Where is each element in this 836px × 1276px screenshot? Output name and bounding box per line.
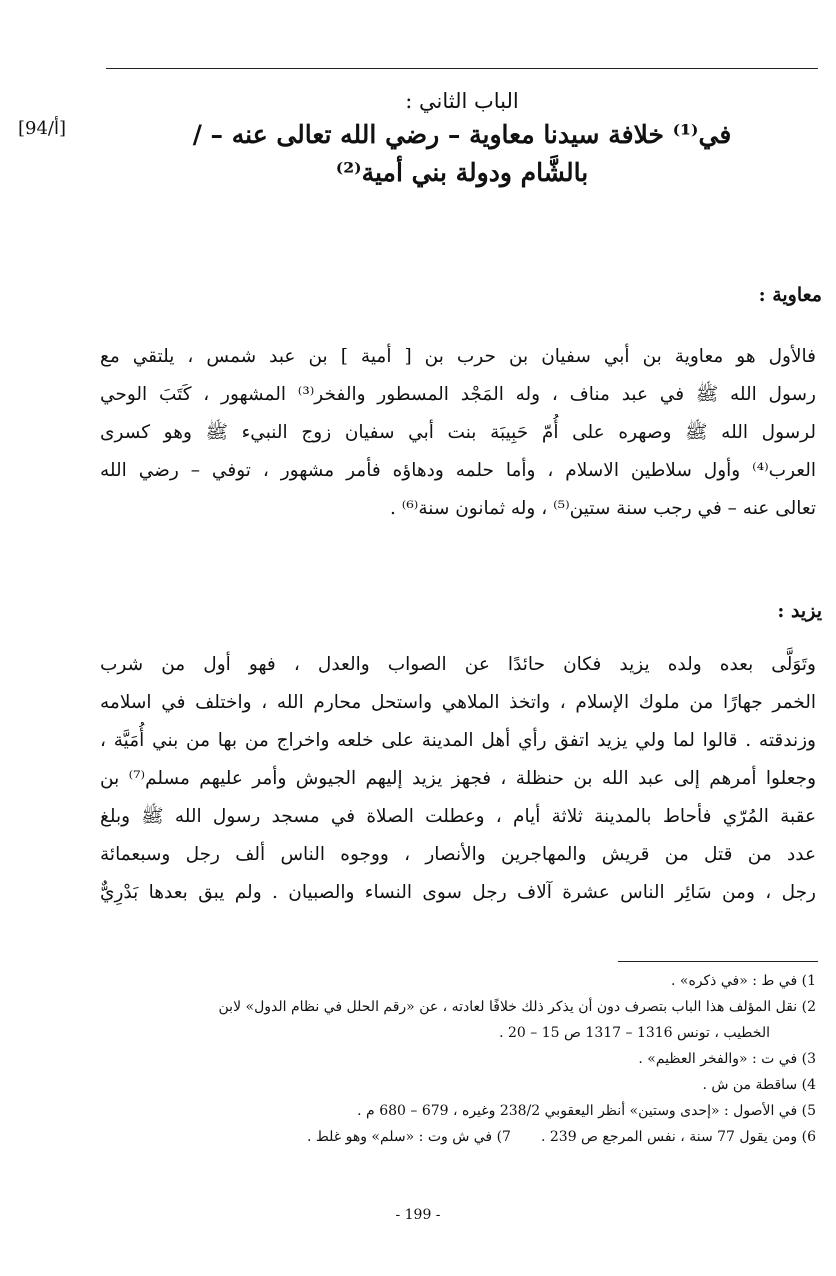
footnotes: [100, 968, 816, 1150]
footnote: 7) في ش وت : «سلم» وهو غلط .: [306, 1129, 511, 1145]
footnote-continuation: الخطيب ، تونس 1316 – 1317 ص 15 – 20 .: [499, 1025, 770, 1041]
chapter-title-line-1: في⁽¹⁾ خلافة سيدنا معاوية – رضي الله تعالى عنه – /: [192, 120, 732, 149]
footnote-separator: [618, 961, 818, 962]
footnote: 2) نقل المؤلف هذا الباب بتصرف دون أن يذكر ذلك خلافًا لعادته ، عن «رقم الحلل في نظام الدول» لابن: [218, 999, 816, 1015]
text-line: العرب⁽⁴⁾ وأول سلاطين الاسلام ، وأما حلمه ودهاؤه فأمر مشهور ، توفي – رضي الله: [100, 460, 816, 481]
page-number: - 199 -: [395, 1207, 441, 1223]
text-line: لرسول الله ﷺ وصهره على أُمّ حَبِيبَة بنت أبي سفيان زوج النبيء ﷺ وهو كسرى: [100, 422, 816, 443]
footnote: 6) ومن يقول 77 سنة ، نفس المرجع ص 239 .: [540, 1129, 816, 1145]
text-line: عقبة المُرّي فأحاط بالمدينة ثلاثة أيام ، وعطلت الصلاة في مسجد رسول الله ﷺ وبلغ: [100, 806, 816, 827]
text-line: عدد من قتل من قريش والمهاجرين والأنصار ، ووجوه الناس ألف رجل وسبعمائة: [100, 844, 816, 865]
chapter-label: الباب الثاني :: [405, 89, 519, 113]
text-line: وتَوَلَّى بعده ولده يزيد فكان حائدًا عن الصواب والعدل ، فهو أول من شرب: [100, 654, 816, 675]
paragraph-yazid: [100, 646, 816, 912]
text-line: وزندقته . قالوا لما ولي يزيد اتفق رأي أهل المدينة على خلعه واخراج من بها من بني أُمَيَّة ،: [100, 730, 816, 751]
footnote: 4) ساقطة من ش .: [702, 1077, 816, 1093]
section-heading-yazid: يزيد :: [777, 600, 822, 622]
footnote: 5) في الأصول : «إحدى وستين» أنظر اليعقوبي 238/2 وغيره ، 679 – 680 م .: [357, 1103, 816, 1119]
text-line: تعالى عنه – في رجب سنة ستين⁽⁵⁾ ، وله ثمانون سنة⁽⁶⁾ .: [390, 498, 816, 519]
footnote: 1) في ط : «في ذكره» .: [670, 973, 816, 989]
text-line: فالأول هو معاوية بن أبي سفيان بن حرب بن [ أمية ] بن عبد شمس ، يلتقي مع: [100, 346, 816, 367]
text-line: رجل ، ومن سَائِر الناس عشرة آلاف رجل سوى النساء والصبيان . ولم يبق بعدها بَدْرِيٌّ: [100, 882, 816, 903]
chapter-title-line-2: بالشَّام ودولة بني أمية⁽²⁾: [335, 158, 589, 187]
footnote-row: [100, 1124, 816, 1150]
text-line: الخمر جهارًا من ملوك الإسلام ، واتخذ الملاهي واستحل محارم الله ، واختلف في اسلامه: [100, 692, 816, 713]
manuscript-folio-reference: [94/أ]: [18, 118, 67, 139]
section-heading-muawiya: معاوية :: [758, 284, 822, 306]
chapter-heading: [106, 86, 818, 192]
footnote: 3) في ت : «والفخر العظيم» .: [638, 1051, 816, 1067]
text-line: وجعلوا أمرهم إلى عبد الله بن حنظلة ، فجهز يزيد إليهم الجيوش وأمر عليهم مسلم⁽⁷⁾ بن: [100, 768, 816, 789]
paragraph-muawiya: [100, 338, 816, 528]
header-rule: [106, 68, 818, 69]
text-line: رسول الله ﷺ في عبد مناف ، وله المَجْد المسطور والفخر⁽³⁾ المشهور ، كَتَبَ الوحي: [100, 384, 816, 405]
